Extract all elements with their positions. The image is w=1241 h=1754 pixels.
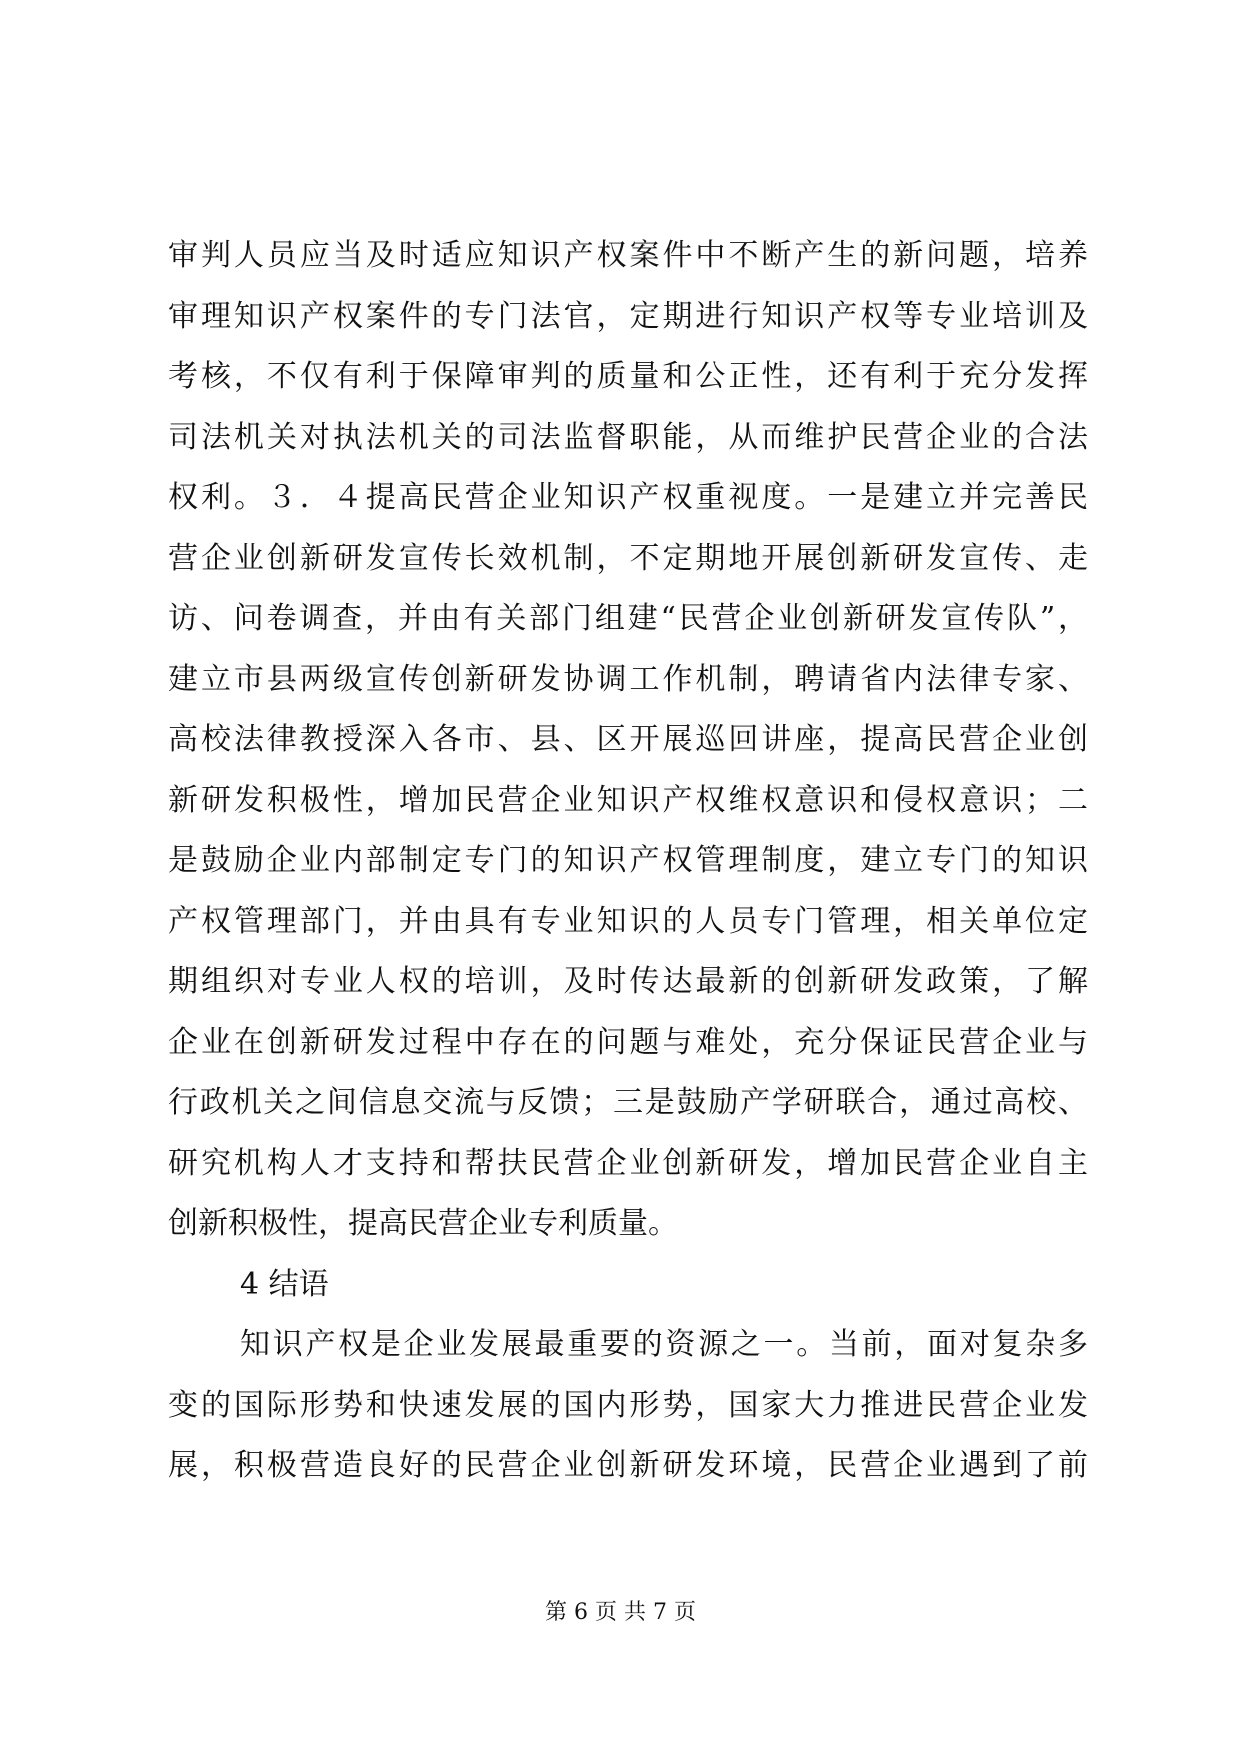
text-line: 展，积极营造良好的民营企业创新研发环境，民营企业遇到了前 [168, 1448, 1088, 1483]
text-line: 高校法律教授深入各市、县、区开展巡回讲座，提高民营企业创 [168, 722, 1088, 757]
text-line: 行政机关之间信息交流与反馈；三是鼓励产学研联合，通过高校、 [168, 1085, 1088, 1120]
text-line: 司法机关对执法机关的司法监督职能，从而维护民营企业的合法 [168, 419, 1088, 455]
text-line: 企业在创新研发过程中存在的问题与难处，充分保证民营企业与 [168, 1024, 1088, 1060]
text-line: 考核，不仅有利于保障审判的质量和公正性，还有利于充分发挥 [168, 359, 1088, 394]
section-heading: 4 结语 [240, 1266, 329, 1302]
text-line: 研究机构人才支持和帮扶民营企业创新研发，增加民营企业自主 [168, 1145, 1088, 1181]
text-line: 创新积极性，提高民营企业专利质量。 [168, 1206, 678, 1241]
page-number-footer: 第 6 页 共 7 页 [545, 1600, 696, 1625]
text-line: 变的国际形势和快速发展的国内形势，国家大力推进民营企业发 [168, 1387, 1088, 1423]
text-line: 知识产权是企业发展最重要的资源之一。当前，面对复杂多 [240, 1327, 1088, 1362]
text-line: 建立市县两级宣传创新研发协调工作机制，聘请省内法律专家、 [168, 661, 1088, 697]
text-line: 营企业创新研发宣传长效机制，不定期地开展创新研发宣传、走 [168, 540, 1088, 576]
text-line: 审理知识产权案件的专门法官，定期进行知识产权等专业培训及 [168, 298, 1088, 334]
text-line: 新研发积极性，增加民营企业知识产权维权意识和侵权意识；二 [168, 782, 1088, 818]
text-line: 审判人员应当及时适应知识产权案件中不断产生的新问题，培养 [168, 238, 1088, 273]
text-line: 权利。３．４提高民营企业知识产权重视度。一是建立并完善民 [168, 480, 1088, 515]
body-text [168, 226, 1088, 1497]
text-line: 产权管理部门，并由具有专业知识的人员专门管理，相关单位定 [168, 903, 1088, 939]
paragraph-1 [168, 226, 1088, 1255]
paragraph-2 [168, 1315, 1088, 1497]
text-line: 访、问卷调查，并由有关部门组建“民营企业创新研发宣传队”， [168, 601, 1088, 636]
text-line: 是鼓励企业内部制定专门的知识产权管理制度，建立专门的知识 [168, 843, 1088, 878]
text-line: 期组织对专业人权的培训，及时传达最新的创新研发政策，了解 [168, 964, 1088, 999]
